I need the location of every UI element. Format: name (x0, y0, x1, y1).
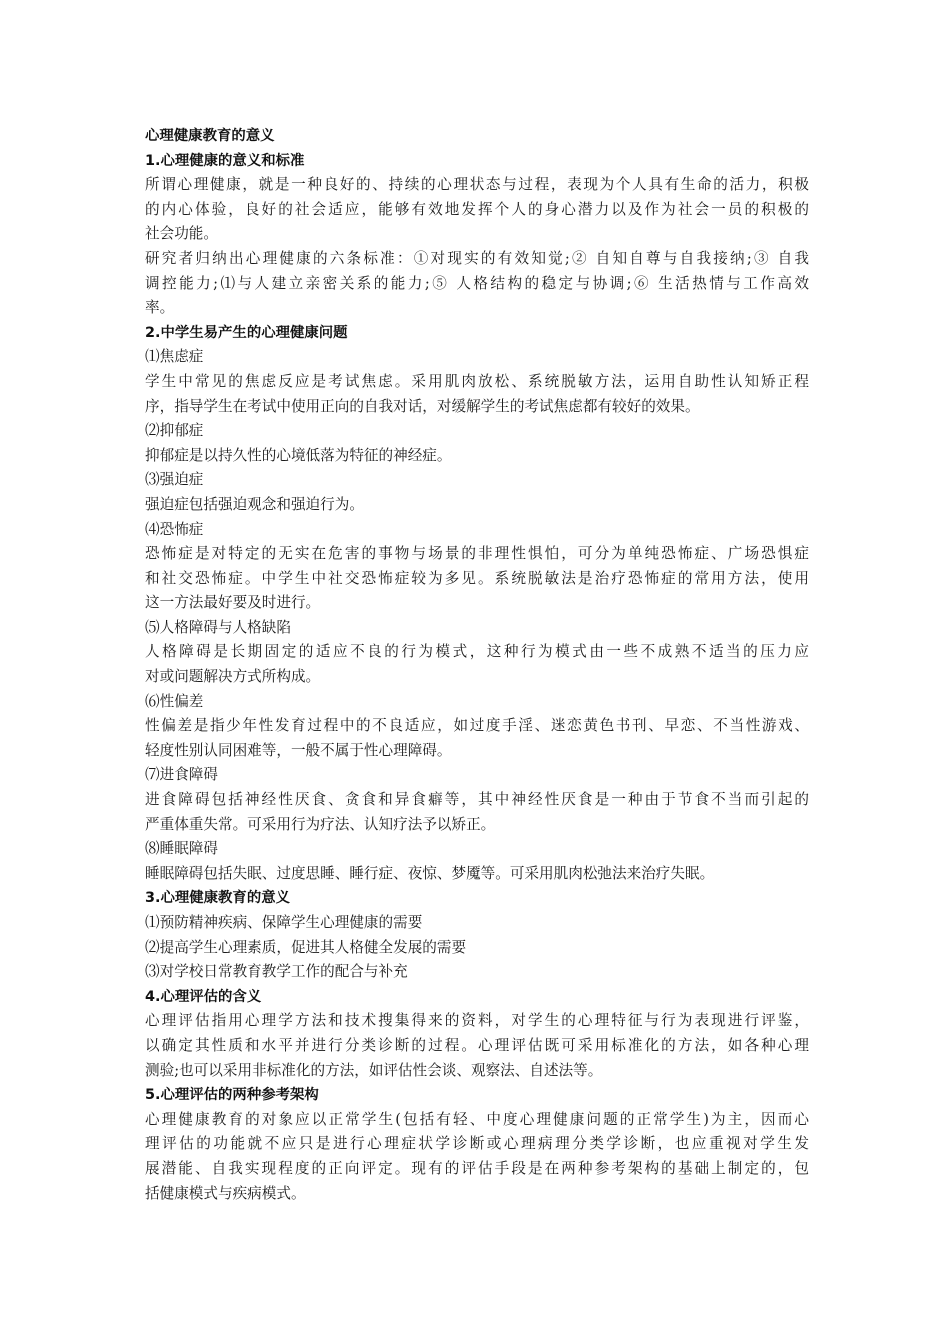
text-line: 的内心体验，良好的社会适应，能够有效地发挥个人的身心潜力以及作为社会一员的积极的 (145, 200, 809, 218)
text-line: 以确定其性质和水平并进行分类诊断的过程。心理评估既可采用标准化的方法，如各种心理 (145, 1036, 809, 1054)
heading-text: 心理健康教育的意义 (145, 128, 275, 144)
text-line: 率。 (145, 299, 175, 317)
heading-text: 4.心理评估的含义 (145, 988, 262, 1005)
paragraph (145, 493, 809, 518)
paragraph (145, 690, 809, 715)
text-line: 抑郁症是以持久性的心境低落为特征的神经症。 (145, 446, 452, 464)
text-line: ⑶强迫症 (145, 471, 204, 489)
text-line: 对或问题解决方式所构成。 (145, 668, 321, 686)
paragraph (145, 542, 809, 616)
text-line: 学生中常见的焦虑反应是考试焦虑。采用肌肉放松、系统脱敏方法，运用自助性认知矫正程 (145, 372, 809, 390)
heading-text: 3.心理健康教育的意义 (145, 890, 290, 907)
paragraph (145, 370, 809, 419)
text-line: 研究者归纳出心理健康的六条标准：①对现实的有效知觉;② 自知自尊与自我接纳;③ 自我 (145, 249, 809, 267)
paragraph (145, 788, 809, 837)
paragraph (145, 444, 809, 469)
section-heading (145, 985, 809, 1010)
text-line: 恐怖症是对特定的无实在危害的事物与场景的非理性惧怕，可分为单纯恐怖症、广场恐惧症 (145, 545, 809, 563)
section-heading (145, 321, 809, 346)
text-line: 性偏差是指少年性发育过程中的不良适应，如过度手淫、迷恋黄色书刊、早恋、不当性游戏、 (145, 717, 809, 735)
paragraph (145, 1009, 809, 1083)
paragraph (145, 345, 809, 370)
text-line: 轻度性别认同困难等，一般不属于性心理障碍。 (145, 741, 452, 759)
section-heading (145, 1083, 809, 1108)
paragraph (145, 247, 809, 321)
text-line: 心理健康教育的对象应以正常学生(包括有轻、中度心理健康问题的正常学生)为主，因而心 (145, 1110, 809, 1128)
paragraph (145, 936, 809, 961)
paragraph (145, 640, 809, 689)
text-line: ⑻睡眠障碍 (145, 840, 218, 858)
text-line: ⑹性偏差 (145, 692, 204, 710)
text-line: 理评估的功能就不应只是进行心理症状学诊断或心理病理分类学诊断，也应重视对学生发 (145, 1135, 809, 1153)
text-line: 强迫症包括强迫观念和强迫行为。 (145, 495, 364, 513)
text-line: 这一方法最好要及时进行。 (145, 594, 321, 612)
paragraph (145, 960, 809, 985)
section-heading (145, 124, 809, 149)
text-line: 所谓心理健康，就是一种良好的、持续的心理状态与过程，表现为个人具有生命的活力，积极 (145, 176, 809, 194)
text-line: 严重体重失常。可采用行为疗法、认知疗法予以矫正。 (145, 815, 496, 833)
text-line: 调控能力;⑴与人建立亲密关系的能力;⑤ 人格结构的稳定与协调;⑥ 生活热情与工作高效 (145, 274, 809, 292)
heading-text: 1.心理健康的意义和标准 (145, 152, 305, 169)
text-line: 社会功能。 (145, 225, 218, 243)
text-line: 序，指导学生在考试中使用正向的自我对话，对缓解学生的考试焦虑都有较好的效果。 (145, 397, 700, 415)
paragraph (145, 419, 809, 444)
paragraph (145, 862, 809, 887)
text-line: ⑵抑郁症 (145, 422, 204, 440)
text-line: 心理评估指用心理学方法和技术搜集得来的资料，对学生的心理特征与行为表现进行评鉴， (145, 1012, 809, 1030)
section-heading (145, 149, 809, 174)
text-line: 展潜能、自我实现程度的正向评定。现有的评估手段是在两种参考架构的基础上制定的，包 (145, 1159, 809, 1177)
section-heading (145, 886, 809, 911)
document-page (145, 124, 809, 1206)
text-line: 和社交恐怖症。中学生中社交恐怖症较为多见。系统脱敏法是治疗恐怖症的常用方法，使用 (145, 569, 809, 587)
text-line: ⑵提高学生心理素质，促进其人格健全发展的需要 (145, 938, 467, 956)
paragraph (145, 763, 809, 788)
text-line: ⑷恐怖症 (145, 520, 204, 538)
heading-text: 2.中学生易产生的心理健康问题 (145, 324, 348, 341)
paragraph (145, 837, 809, 862)
text-line: ⑺进食障碍 (145, 766, 218, 784)
text-line: ⑴预防精神疾病、保障学生心理健康的需要 (145, 914, 423, 931)
paragraph (145, 616, 809, 641)
text-line: 睡眠障碍包括失眠、过度思睡、睡行症、夜惊、梦魇等。可采用肌肉松弛法来治疗失眠。 (145, 864, 715, 882)
text-line: 人格障碍是长期固定的适应不良的行为模式，这种行为模式由一些不成熟不适当的压力应 (145, 643, 809, 661)
paragraph (145, 173, 809, 247)
paragraph (145, 1108, 809, 1206)
paragraph (145, 468, 809, 493)
paragraph (145, 911, 809, 936)
paragraph (145, 714, 809, 763)
text-line: 进食障碍包括神经性厌食、贪食和异食癖等，其中神经性厌食是一种由于节食不当而引起的 (145, 791, 809, 809)
text-line: 括健康模式与疾病模式。 (145, 1184, 306, 1202)
text-line: 测验;也可以采用非标准化的方法，如评估性会谈、观察法、自述法等。 (145, 1061, 603, 1079)
text-line: ⑴焦虑症 (145, 348, 204, 366)
text-line: ⑶对学校日常教育教学工作的配合与补充 (145, 963, 408, 981)
text-line: ⑸人格障碍与人格缺陷 (145, 618, 291, 636)
heading-text: 5.心理评估的两种参考架构 (145, 1087, 319, 1104)
paragraph (145, 518, 809, 543)
